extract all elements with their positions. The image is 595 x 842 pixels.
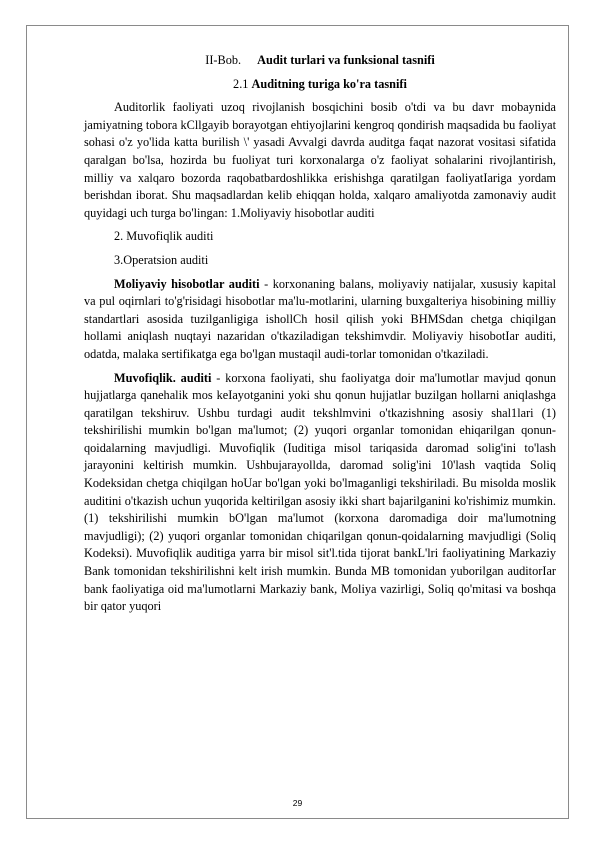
chapter-number: II-Bob. — [205, 53, 242, 67]
compliance-audit-text: - korxona faoliyati, shu faoliyatga doir ma'lumotlar mavjud qonun hujjatlarga qanehalik mos keIayotganini yoki shu qonun hujjatlar buzilgan hollarni aniqlashga qaratilgan tekshiruv. Ushbu turdagi audit tekshlmvini o'tkazishning asosiy shal1lari (1) tekshirilishi mumkin bo'lgan ma'lumot; (2) yuqori organlar tomonidan ehiqarilgan qonun-qoidalarning mavjudligi. Muvofiqlik (Iuditiga misol tariqasida daromad solig'ini to'lash jarayonini keltirish mumkin. Ushbujarayollda, daromad solig'ini 10'lash vaqtida Soliq Kodeksidan chetga chiqilgan hoUar bo'lgan yoki bo'lmaganligi tekshiriladi. Bu misolda moslik auditini o'tkazish uchun yuqorida keltirilgan asosiy ikki shart bajarilganini ko'rishimiz mumkin. (1) tekshirilishi mumkin bO'lgan ma'lumot (korxona daromadiga doir ma'lumotning mavjudligi); (2) yuqori organlar tomonidan chiqarilgan qonun-qoidalarning mavjudligi (Soliq Kodeksi). Muvofiqlik auditiga yarra bir misol sit'l.tida tijorat bankL'lri faoliyatining Markaziy Bank tomonidan tekshirilishni kelt irish mumkin. Bunda MB tomonidan yuborilgan auditorIar bank faoliyatiga oid ma'lumotlarni Markaziy bank, Moliya vazirligi, Soliq qo'mitasi va boshqa bir qator yuqori — [84, 370, 556, 614]
list-item-operational-audit: 3.Operatsion auditi — [114, 252, 209, 267]
section-heading — [84, 76, 556, 94]
section-number: 2.1 — [233, 76, 249, 91]
paragraph-financial-audit — [84, 276, 556, 364]
page-number: 29 — [292, 798, 303, 808]
chapter-heading — [84, 52, 556, 70]
financial-audit-text: - korxonaning balans, moliyaviy natijalar, xususiy kapital va pul oqirnlari to'g'risidagi hisobotlar ma'lu-motlarini, ularning buxgalteriya hisobining milliy standartlari asosida tuzilganligiga ishollCh hosil qilish yoki BHMSdan chetga chiqilgan hollami aniqlash nuqtayi nazaridan o'tkaziladigan tekshimvdir. Moliyaviy hisobotIar auditi, odatda, malaka sertifikatga ega bo'lgan mustaqil audi-torlar tomonidan o'tkaziladi. — [84, 276, 556, 361]
section-title: Auditning turiga ko'ra tasnifi — [251, 76, 407, 91]
list-item-compliance-audit: 2. Muvofiqlik auditi — [114, 229, 214, 244]
paragraph-intro: Auditorlik faoliyati uzoq rivojlanish bosqichini bosib o'tdi va bu davr mobaynida jamiyatning tobora kCllgayib borayotgan ehtiyojlarini kengroq qondirish maqsadida bu faoliyat sohasi o'z yo'lida katta burilish \' yasadi Avvalgi davrda auditga faqat nazorat vositasi sifatida qaralgan bo'lsa, hozirda bu fuoliyat turi korxonalarga o'z faoliyat sohalarini rivojlantirish, milliy va xalqaro bozorda raqobatbardoshlikka erishishga qaratilgan faoliyatIariga yordam berishdan iborat. Shu maqsadlardan kelib ehiqqan holda, xalqaro amaliyotda zamonaviy audit quyidagi uch turga bo'lingan: 1.Moliyaviy hisobotlar auditi — [84, 100, 556, 220]
term-compliance-audit: Muvofiqlik. auditi — [114, 370, 212, 385]
chapter-title: Audit turlari va funksional tasnifi — [257, 53, 435, 67]
page-content — [84, 52, 556, 616]
paragraph-compliance-audit — [84, 370, 556, 616]
term-financial-audit: Moliyaviy hisobotlar auditi — [114, 276, 260, 291]
